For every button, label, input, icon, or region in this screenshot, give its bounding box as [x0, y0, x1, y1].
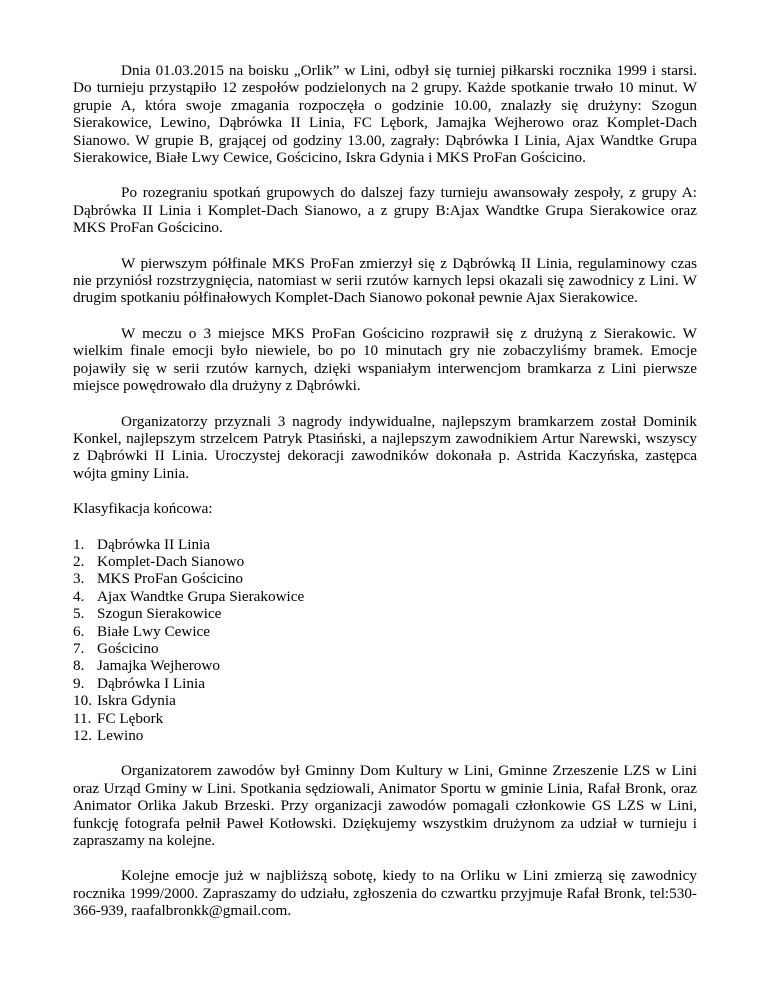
team-name: Dąbrówka I Linia	[97, 674, 205, 692]
rank-number: 10.	[73, 692, 92, 710]
team-name: Komplet-Dach Sianowo	[97, 552, 245, 570]
rank-number: 5.	[73, 605, 85, 623]
team-name: Białe Lwy Cewice	[97, 622, 211, 640]
team-name: Ajax Wandtke Grupa Sierakowice	[97, 587, 305, 605]
rank-number: 3.	[73, 570, 85, 588]
list-item	[73, 657, 697, 674]
team-name: MKS ProFan Gościcino	[97, 570, 243, 588]
rank-number: 8.	[73, 657, 85, 675]
awards-paragraph: Organizatorzy przyznali 3 nagrody indywidualne, najlepszym bramkarzem został Dominik Konkel, najlepszym strzelcem Patryk Ptasiński, a najlepszym zawodnikiem Artur Narewski, wszyscy z Dąbrówki II Linia. Uroczystej dekoracji zawodników dokonała p. Astrida Kaczyńska, zastępca wójta gminy Linia.	[73, 412, 697, 482]
list-item	[73, 675, 697, 692]
list-item	[73, 588, 697, 605]
list-item	[73, 692, 697, 709]
organizers-paragraph: Organizatorem zawodów był Gminny Dom Kultury w Lini, Gminne Zrzeszenie LZS w Lini oraz Urząd Gminy w Lini. Spotkania sędziowali, Animator Sportu w gminie Linia, Rafał Bronk, oraz Animator Orlika Jakub Brzeski. Przy organizacji zawodów pomagali członkowie GS LZS w Lini, funkcję fotografa pełnił Paweł Kotłowski. Dziękujemy wszystkim drużynom za udział w turnieju i zapraszamy na kolejne.	[73, 762, 697, 850]
classification-heading: Klasyfikacja końcowa:	[73, 500, 213, 518]
rank-number: 9.	[73, 674, 85, 692]
list-item	[73, 536, 697, 553]
rank-number: 4.	[73, 587, 85, 605]
document-page	[73, 62, 697, 938]
team-name: Gościcino	[97, 639, 159, 657]
list-item	[73, 605, 697, 622]
list-item	[73, 727, 697, 744]
rank-number: 7.	[73, 639, 85, 657]
list-item	[73, 570, 697, 587]
intro-paragraph: Dnia 01.03.2015 na boisku „Orlik” w Lini, odbył się turniej piłkarski rocznika 1999 i starsi. Do turnieju przystąpiło 12 zespołów podzielonych na 2 grupy. Każde spotkanie trwało 10 minut. W grupie A, która swoje zmagania rozpoczęła o godzinie 10.00, znalazły się drużyny: Szogun Sierakowice, Lewino, Dąbrówka II Linia, FC Lębork, Jamajka Wejherowo oraz Komplet-Dach Sianowo. W grupie B, grającej od godziny 13.00, zagrały: Dąbrówka I Linia, Ajax Wandtke Grupa Sierakowice, Białe Lwy Cewice, Gościcino, Iskra Gdynia i MKS ProFan Gościcino.	[73, 62, 697, 167]
team-name: Dąbrówka II Linia	[97, 535, 211, 553]
team-name: Lewino	[97, 727, 144, 744]
rank-number: 12.	[73, 727, 92, 744]
final-paragraph: W meczu o 3 miejsce MKS ProFan Gościcino rozprawił się z drużyną z Sierakowic. W wielkim finale emocji było niewiele, bo po 10 minutach gry nie zobaczyliśmy bramek. Emocje pojawiły się w serii rzutów karnych, dzięki wspaniałym interwencjom bramkarza z Lini pierwsze miejsce powędrowało dla drużyny z Dąbrówki.	[73, 324, 697, 395]
next-event-paragraph: Kolejne emocje już w najbliższą sobotę, kiedy to na Orliku w Lini zmierzą się zawodnicy rocznika 1999/2000. Zapraszamy do udziału, zgłoszenia do czwartku przyjmuje Rafał Bronk, tel:530-366-939, raafalbronkk@gmail.com.	[73, 867, 697, 920]
group-stage-paragraph: Po rozegraniu spotkań grupowych do dalszej fazy turnieju awansowały zespoły, z grupy A: Dąbrówka II Linia i Komplet-Dach Sianowo, a z grupy B:Ajax Wandtke Grupa Sierakowice oraz MKS ProFan Gościcino.	[73, 184, 697, 237]
team-name: Iskra Gdynia	[97, 692, 176, 710]
rank-number: 2.	[73, 552, 85, 570]
rank-number: 11.	[73, 709, 92, 727]
semifinal-paragraph: W pierwszym półfinale MKS ProFan zmierzył się z Dąbrówką II Linia, regulaminowy czas nie przyniósł rozstrzygnięcia, natomiast w serii rzutów karnych lepsi okazali się zawodnicy z Lini. W drugim spotkaniu półfinałowych Komplet-Dach Sianowo pokonał pewnie Ajax Sierakowice.	[73, 254, 697, 307]
list-item	[73, 710, 697, 727]
team-name: Szogun Sierakowice	[97, 605, 222, 623]
rank-number: 6.	[73, 622, 85, 640]
classification-list	[73, 536, 697, 745]
rank-number: 1.	[73, 535, 85, 553]
list-item	[73, 623, 697, 640]
team-name: FC Lębork	[97, 709, 164, 727]
list-item	[73, 640, 697, 657]
list-item	[73, 553, 697, 570]
team-name: Jamajka Wejherowo	[97, 657, 220, 675]
